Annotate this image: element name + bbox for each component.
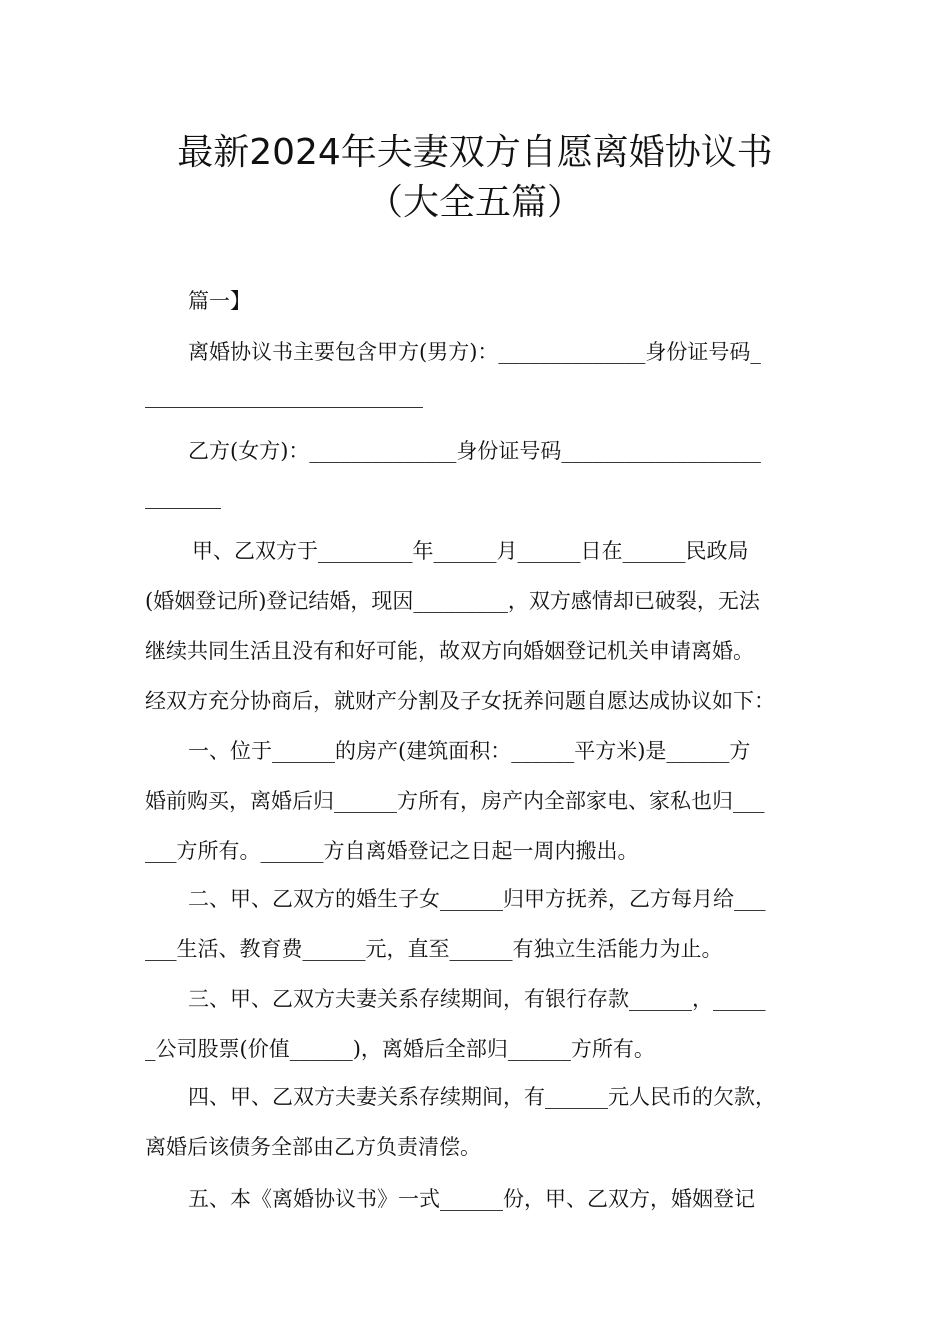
document-title: 最新2024年夫妻双方自愿离婚协议书	[177, 132, 773, 173]
clause-one-line: 一、位于______的房产(建筑面积：______平方米)是______方	[188, 739, 751, 763]
clause-two-line: 二、甲、乙双方的婚生子女______归甲方抚养，乙方每月给___	[188, 887, 766, 911]
paragraph-line: 继续共同生活且没有和好可能，故双方向婚姻登记机关申请离婚。	[145, 639, 754, 663]
paragraph-line: 离婚协议书主要包含甲方(男方)：______________身份证号码_	[188, 340, 761, 364]
clause-four-line: 四、甲、乙双方夫妻关系存续期间，有______元人民币的欠款，	[188, 1085, 776, 1109]
paragraph-line: 甲、乙双方于_________年______月______日在______民政局	[192, 539, 749, 563]
blank-underline	[145, 508, 221, 509]
blank-underline	[145, 407, 423, 408]
paragraph-line: (婚姻登记所)登记结婚，现因_________，双方感情却已破裂，无法	[145, 589, 760, 613]
clause-four-line: 离婚后该债务全部由乙方负责清偿。	[145, 1135, 481, 1159]
paragraph-line: 乙方(女方)：______________身份证号码___________________	[188, 439, 761, 463]
document-subtitle: （大全五篇）	[366, 182, 583, 223]
clause-three-line: 三、甲、乙双方夫妻关系存续期间，有银行存款______，_____	[188, 987, 766, 1011]
paragraph-line: 经双方充分协商后，就财产分割及子女抚养问题自愿达成协议如下：	[145, 689, 775, 713]
section-heading: 篇一】	[188, 289, 251, 313]
clause-three-line: _公司股票(价值______)，离婚后全部归______方所有。	[145, 1037, 655, 1061]
clause-one-line: ___方所有。______方自离婚登记之日起一周内搬出。	[145, 839, 639, 863]
clause-two-line: ___生活、教育费______元，直至______有独立生活能力为止。	[145, 937, 723, 961]
clause-one-line: 婚前购买，离婚后归______方所有，房产内全部家电、家私也归___	[145, 789, 765, 813]
clause-five-line: 五、本《离婚协议书》一式______份，甲、乙双方，婚姻登记	[188, 1187, 755, 1211]
